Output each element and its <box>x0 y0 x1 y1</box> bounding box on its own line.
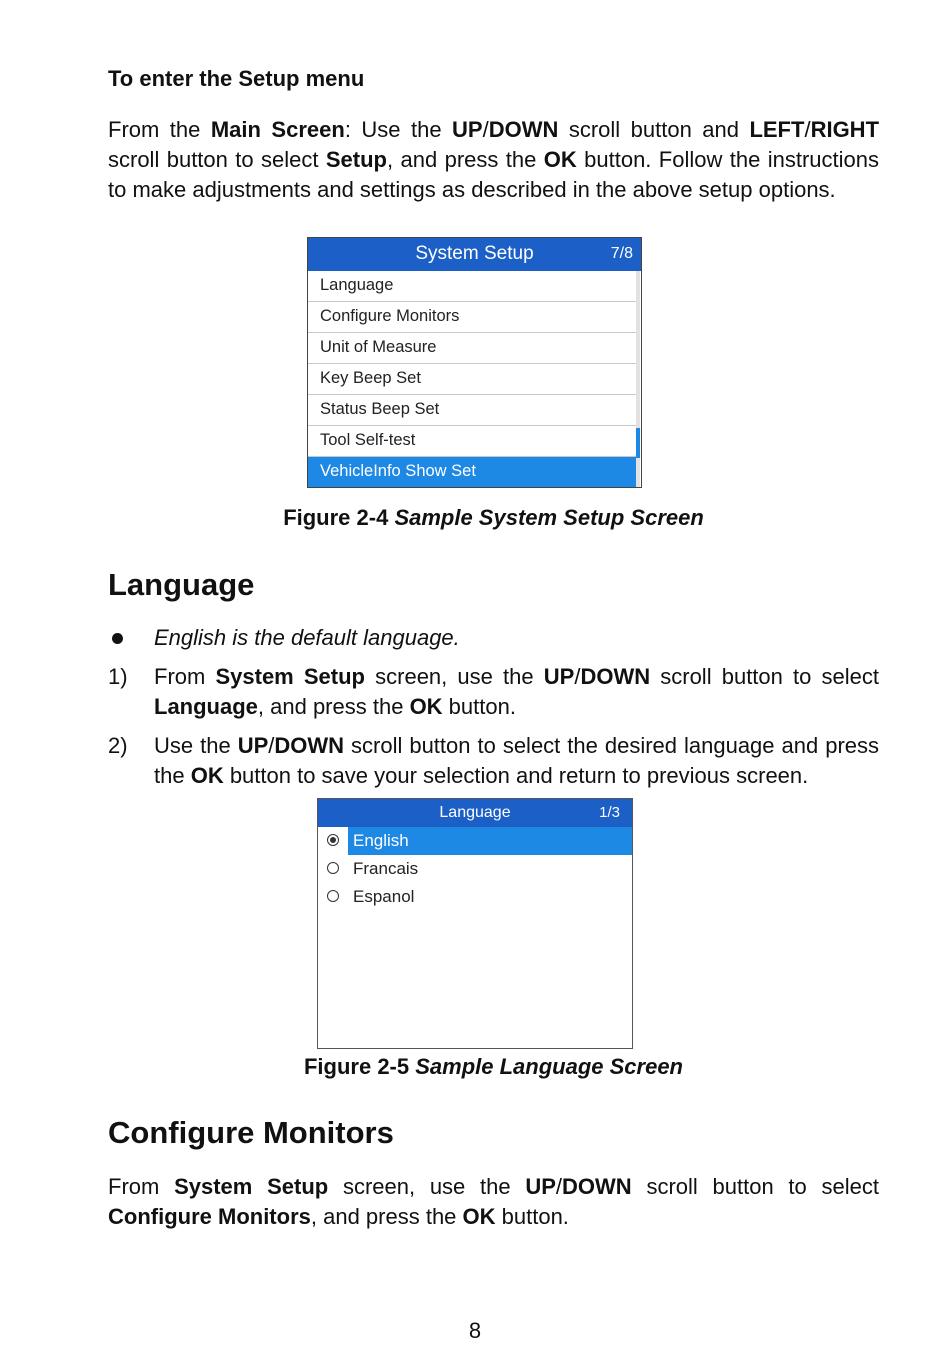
radio-icon[interactable] <box>327 862 339 874</box>
option-label: Francais <box>353 859 419 878</box>
menu-item-status-beep-set[interactable] <box>308 395 636 426</box>
menu-item-label: Language <box>320 276 394 294</box>
bold-term: System Setup <box>174 1174 329 1199</box>
screen-title: Language <box>439 804 511 821</box>
language-option-francais[interactable] <box>318 855 632 883</box>
bullet-icon <box>112 633 123 644</box>
option-label: Espanol <box>353 887 415 906</box>
text: From <box>108 1174 175 1199</box>
system-setup-screen <box>307 237 642 488</box>
bold-term: RIGHT <box>810 117 880 142</box>
radio-selected-icon[interactable] <box>327 834 339 846</box>
bold-term: UP <box>452 117 483 142</box>
bold-term: Language <box>154 694 258 719</box>
language-note <box>108 623 879 653</box>
text: From the <box>108 117 211 142</box>
menu-item-language[interactable] <box>308 271 636 302</box>
text: Use the <box>154 733 238 758</box>
language-option-english[interactable] <box>318 827 632 855</box>
page-indicator: 7/8 <box>610 245 633 262</box>
scrollbar[interactable] <box>636 271 640 487</box>
text: scroll button and <box>558 117 750 142</box>
text: , and press the <box>387 147 544 172</box>
text: screen, use the <box>365 664 544 689</box>
step-text <box>154 731 879 791</box>
text: scroll button to select the desired language and press the <box>154 733 880 788</box>
language-step-1 <box>108 662 879 722</box>
note-text: English is the default language. <box>154 625 460 650</box>
language-screen <box>317 798 633 1049</box>
text: / <box>268 733 275 758</box>
bold-term: UP <box>525 1174 556 1199</box>
text: button. Follow the instructions to make adjustments and settings as described in the above setup options. <box>108 147 879 202</box>
bold-term: System Setup <box>215 664 365 689</box>
text: From <box>154 664 216 689</box>
text: / <box>482 117 489 142</box>
step-text <box>154 662 879 722</box>
menu-item-tool-self-test[interactable] <box>308 426 636 457</box>
option-label: English <box>353 831 409 850</box>
text: scroll button to select <box>650 664 879 689</box>
text: button. <box>442 694 516 719</box>
bold-term: OK <box>409 694 443 719</box>
caption-title: Sample Language Screen <box>415 1054 683 1079</box>
menu-item-label: Configure Monitors <box>320 307 460 325</box>
page-indicator: 1/3 <box>599 804 620 821</box>
text: screen, use the <box>328 1174 526 1199</box>
menu-item-unit-of-measure[interactable] <box>308 333 636 364</box>
radio-icon[interactable] <box>327 890 339 902</box>
menu-item-label: VehicleInfo Show Set <box>320 462 476 480</box>
bold-term: Setup <box>325 147 387 172</box>
menu-item-label: Status Beep Set <box>320 400 440 418</box>
menu-item-label: Key Beep Set <box>320 369 421 387</box>
screen-title: System Setup <box>415 243 534 264</box>
configure-paragraph <box>108 1172 879 1232</box>
bold-term: LEFT <box>749 117 805 142</box>
text: / <box>804 117 811 142</box>
text: / <box>574 664 581 689</box>
language-step-2 <box>108 731 879 791</box>
caption-number: Figure 2-5 <box>303 1054 416 1079</box>
bold-term: DOWN <box>562 1174 632 1199</box>
screen-header <box>318 799 632 827</box>
bold-term: DOWN <box>488 117 559 142</box>
menu-item-key-beep-set[interactable] <box>308 364 636 395</box>
text: button to save your selection and return to previous screen. <box>223 763 809 788</box>
text: / <box>555 1174 563 1199</box>
caption-number: Figure 2-4 <box>283 505 395 530</box>
bold-term: DOWN <box>580 664 651 689</box>
bold-term: OK <box>543 147 577 172</box>
figure-2-4-caption <box>108 505 879 531</box>
page-number: 8 <box>468 1318 482 1343</box>
screen-header <box>308 238 641 271</box>
menu-item-configure-monitors[interactable] <box>308 302 636 333</box>
language-heading: Language <box>108 567 255 602</box>
menu-item-label: Unit of Measure <box>320 338 437 356</box>
bold-term: Configure Monitors <box>108 1204 311 1229</box>
step-number: 2) <box>108 733 128 758</box>
caption-title: Sample System Setup Screen <box>394 505 704 530</box>
text: , and press the <box>257 694 410 719</box>
text: scroll button to select <box>108 147 326 172</box>
configure-monitors-heading: Configure Monitors <box>108 1115 394 1150</box>
text: button. <box>495 1204 569 1229</box>
setup-heading: To enter the Setup menu <box>108 66 365 91</box>
step-number: 1) <box>108 664 128 689</box>
text: , and press the <box>310 1204 463 1229</box>
text: scroll button to select <box>631 1174 879 1199</box>
bold-term: Main Screen <box>210 117 345 142</box>
text: : Use the <box>344 117 453 142</box>
bold-term: DOWN <box>274 733 345 758</box>
setup-paragraph <box>108 115 879 205</box>
bold-term: OK <box>462 1204 496 1229</box>
bold-term: UP <box>237 733 269 758</box>
bold-term: OK <box>190 763 224 788</box>
bold-term: UP <box>543 664 575 689</box>
scrollbar-thumb[interactable] <box>636 428 640 458</box>
language-option-espanol[interactable] <box>318 883 632 911</box>
figure-2-5-caption <box>108 1054 879 1080</box>
menu-item-label: Tool Self-test <box>320 431 416 449</box>
menu-item-vehicleinfo-show-set[interactable] <box>308 457 636 487</box>
